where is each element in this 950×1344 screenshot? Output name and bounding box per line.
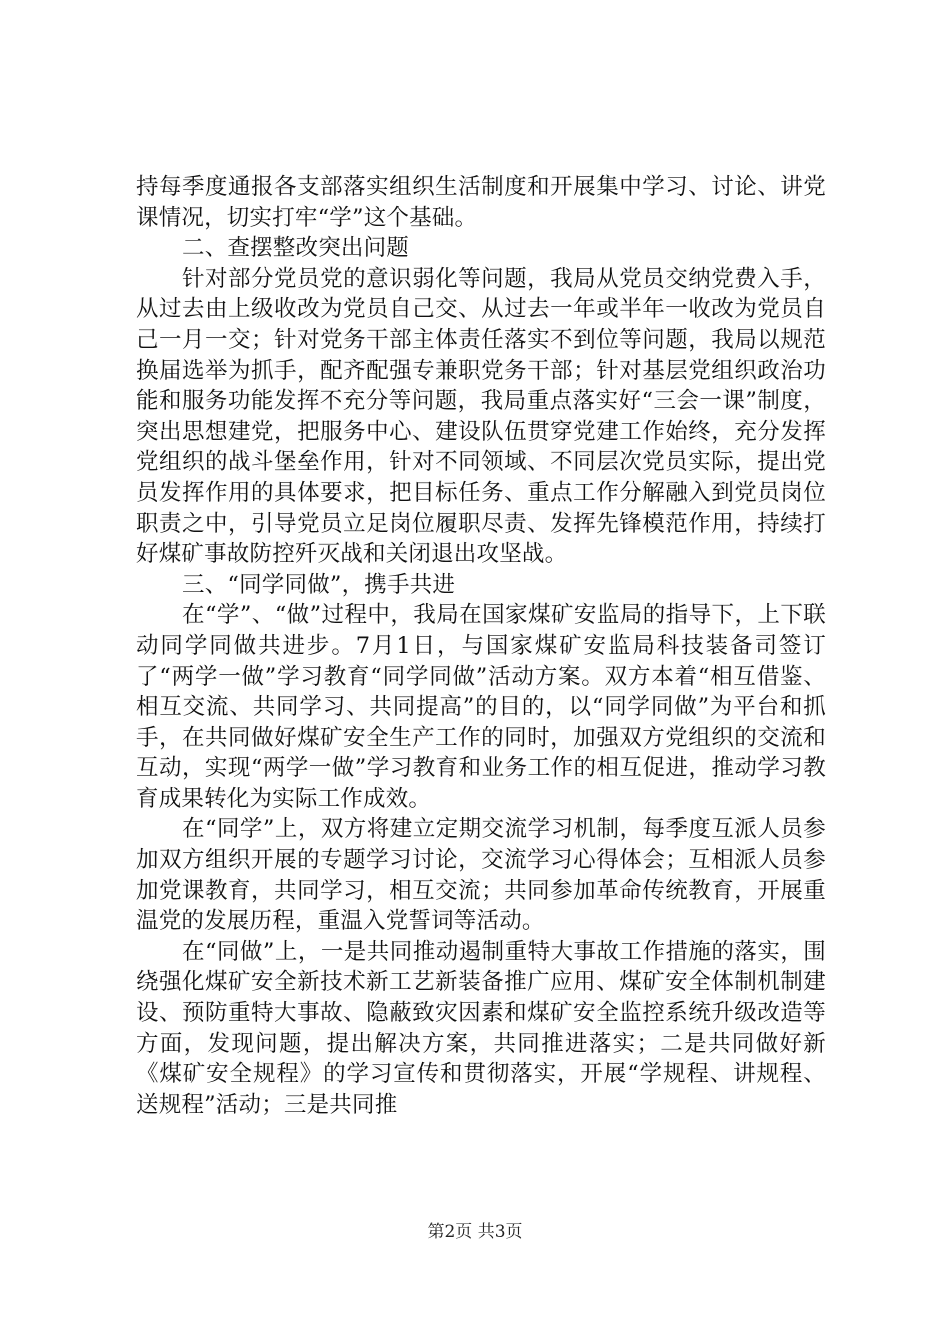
paragraph-joint-study-plan: 在“学”、“做”过程中，我局在国家煤矿安监局的指导下，上下联动同学同做共进步。7月1日，与国家煤矿安监局科技装备司签订了“两学一做”学习教育“同学同做”活动方案。双方本着“相互借鉴、相互交流、共同学习、共同提高”的目的，以“同学同做”为平台和抓手，在共同做好煤矿安全生产工作的同时，加强双方党组织的交流和互动，实现“两学一做”学习教育和业务工作的相互促进，推动学习教育成果转化为实际工作成效。 [136,602,826,812]
document-body [136,172,826,1120]
page-number-label: 第2页 共3页 [427,1222,523,1242]
section-heading-3: 三、“同学同做”，携手共进 [182,571,456,598]
paragraph-rectification: 针对部分党员党的意识弱化等问题，我局从党员交纳党费入手，从过去由上级收改为党员自己交、从过去一年或半年一收改为党员自己一月一交；针对党务干部主体责任落实不到位等问题，我局以规范换届选举为抓手，配齐配强专兼职党务干部；针对基层党组织政治功能和服务功能发挥不充分等问题，我局重点落实好“三会一课”制度，突出思想建党，把服务中心、建设队伍贯穿党建工作始终，充分发挥党组织的战斗堡垒作用，针对不同领域、不同层次党员实际，提出党员发挥作用的具体要求，把目标任务、重点工作分解融入到党员岗位职责之中，引导党员立足岗位履职尽责、发挥先锋模范作用，持续打好煤矿事故防控歼灭战和关闭退出攻坚战。 [136,265,826,568]
paragraph-continuation: 持每季度通报各支部落实组织生活制度和开展集中学习、讨论、讲党课情况，切实打牢“学”这个基础。 [136,174,826,231]
page-footer [0,1217,950,1242]
section-heading-2: 二、查摆整改突出问题 [182,235,410,262]
paragraph-tongxue: 在“同学”上，双方将建立定期交流学习机制，每季度互派人员参加双方组织开展的专题学习讨论，交流学习心得体会；互相派人员参加党课教育，共同学习，相互交流；共同参加革命传统教育，开展重温党的发展历程，重温入党誓词等活动。 [136,816,826,935]
paragraph-tongzuo: 在“同做”上，一是共同推动遏制重特大事故工作措施的落实，围绕强化煤矿安全新技术新工艺新装备推广应用、煤矿安全体制机制建设、预防重特大事故、隐蔽致灾因素和煤矿安全监控系统升级改造等方面，发现问题，提出解决方案，共同推进落实；二是共同做好新《煤矿安全规程》的学习宣传和贯彻落实，开展“学规程、讲规程、送规程”活动；三是共同推 [136,938,826,1118]
